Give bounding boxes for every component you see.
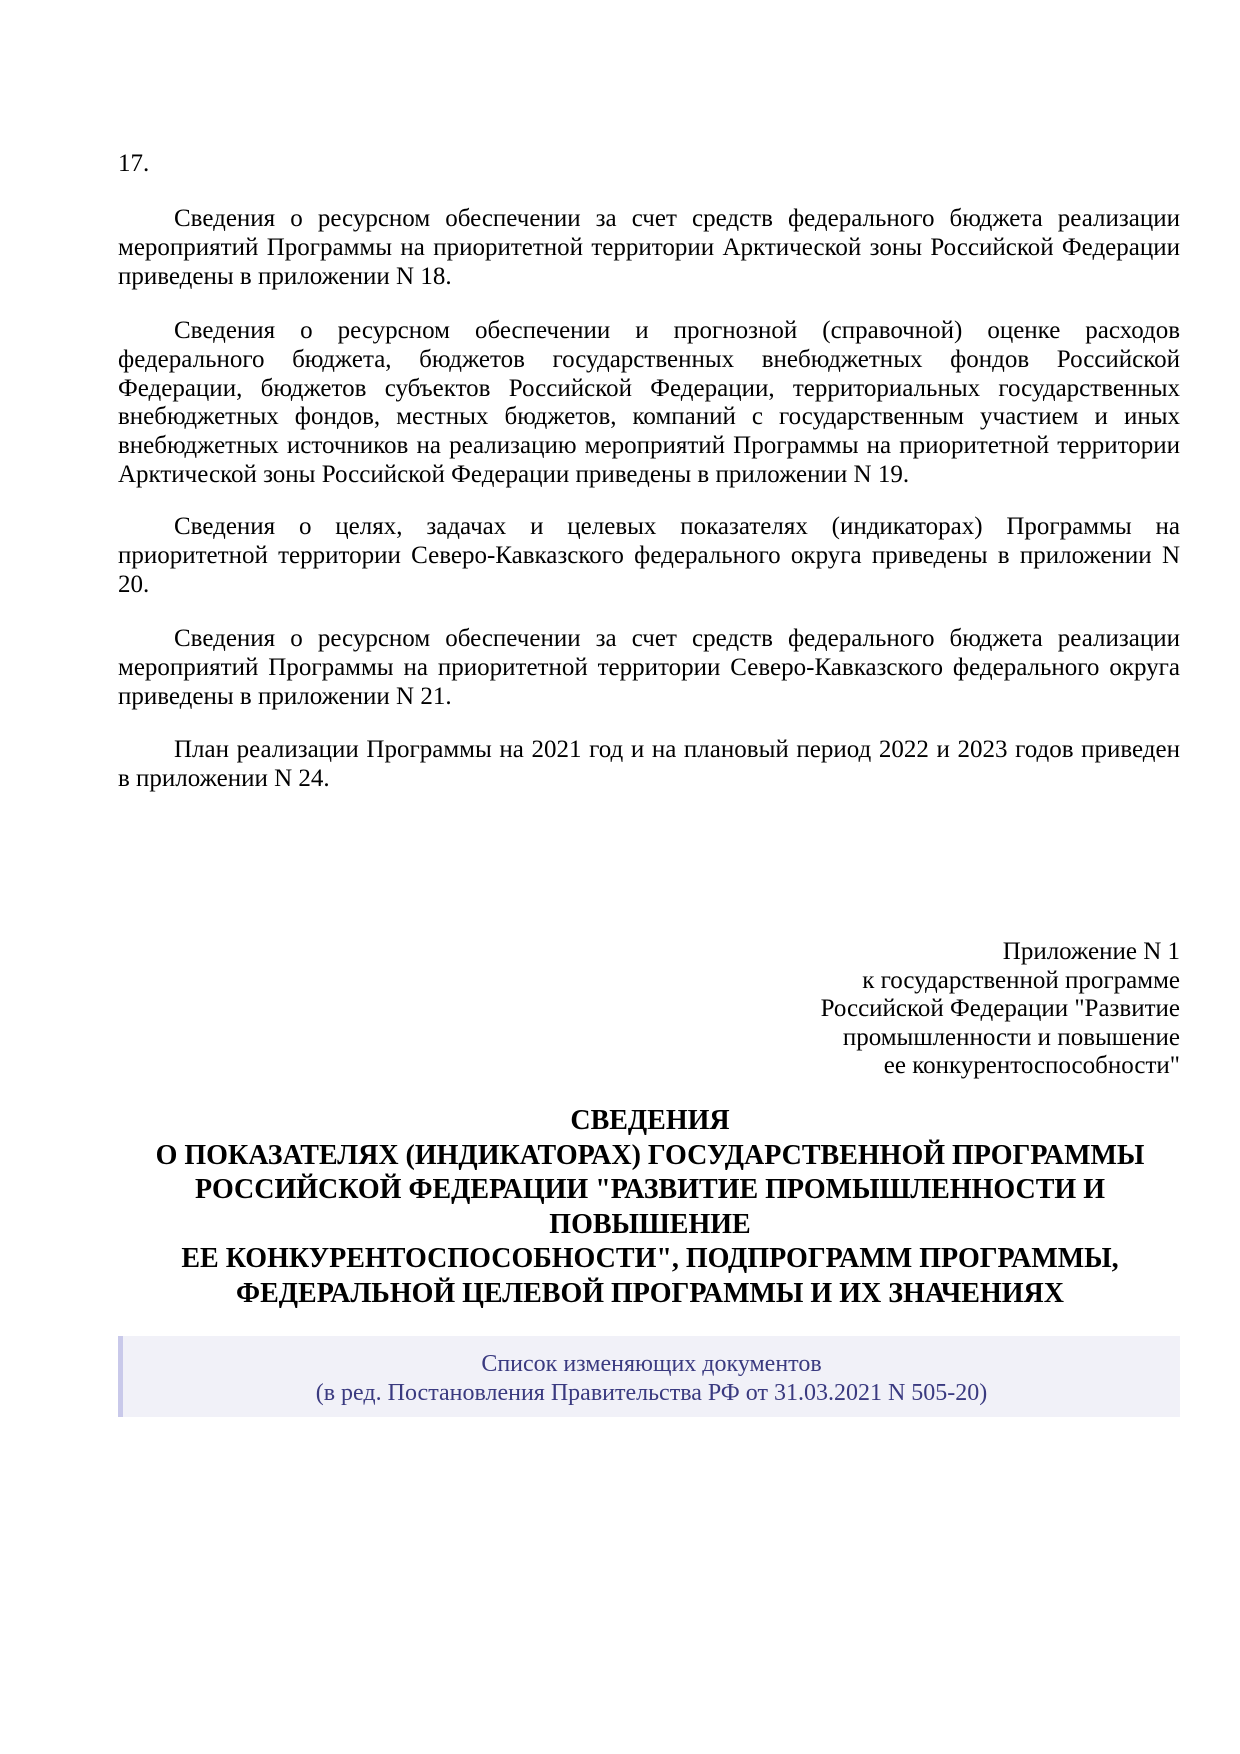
- appendix-line: промышленности и повышение: [842, 1023, 1180, 1051]
- paragraph-line: внебюджетных источников на реализацию мероприятий Программы на приоритетной территории: [118, 432, 1180, 460]
- appendix-line: к государственной программе: [862, 966, 1180, 994]
- paragraph-line: приведены в приложении N 21.: [118, 682, 452, 710]
- paragraph-line: мероприятий Программы на приоритетной территории Арктической зоны Российской Федерации: [118, 233, 1180, 261]
- document-title: [100, 1104, 1200, 1312]
- paragraph-line: Сведения о ресурсном обеспечении и прогнозной (справочной) оценке расходов: [174, 317, 1180, 344]
- paragraph-line: приведены в приложении N 18.: [118, 262, 452, 290]
- body-paragraph: [118, 736, 1180, 794]
- body-paragraph: [118, 205, 1180, 291]
- amendments-heading: Список изменяющих документов: [481, 1351, 822, 1377]
- paragraph-line: федерального бюджета, бюджетов государственных внебюджетных фондов Российской: [118, 345, 1180, 373]
- amendments-detail: (в ред. Постановления Правительства РФ от 31.03.2021 N 505-20): [315, 1380, 988, 1406]
- continuation-text: 17.: [118, 150, 150, 177]
- paragraph-line: План реализации Программы на 2021 год и на плановый период 2022 и 2023 годов приведен: [174, 736, 1180, 763]
- title-line: РОССИЙСКОЙ ФЕДЕРАЦИИ "РАЗВИТИЕ ПРОМЫШЛЕННОСТИ И: [195, 1174, 1105, 1206]
- title-line: ЕЕ КОНКУРЕНТОСПОСОБНОСТИ", ПОДПРОГРАММ ПРОГРАММЫ,: [181, 1243, 1119, 1275]
- body-paragraph: [118, 513, 1180, 599]
- paragraph-line: Федерации, бюджетов субъектов Российской Федерации, территориальных государственных: [118, 374, 1180, 402]
- appendix-line: Российской Федерации "Развитие: [820, 995, 1180, 1023]
- title-line: О ПОКАЗАТЕЛЯХ (ИНДИКАТОРАХ) ГОСУДАРСТВЕННОЙ ПРОГРАММЫ: [155, 1139, 1145, 1171]
- paragraph-line: Арктической зоны Российской Федерации приведены в приложении N 19.: [118, 460, 910, 488]
- appendix-line: ее конкурентоспособности": [883, 1052, 1180, 1080]
- title-line: СВЕДЕНИЯ: [570, 1105, 730, 1136]
- paragraph-line: внебюджетных фондов, местных бюджетов, компаний с государственным участием и иных: [118, 403, 1180, 431]
- paragraph-line: Сведения о ресурсном обеспечении за счет средств федерального бюджета реализации: [174, 205, 1180, 232]
- body-paragraph: [118, 625, 1180, 711]
- paragraph-line: в приложении N 24.: [118, 764, 330, 792]
- body-paragraph: [118, 317, 1180, 490]
- paragraph-line: приоритетной территории Северо-Кавказского федерального округа приведены в приложении N: [118, 541, 1180, 569]
- appendix-line: Приложение N 1: [1002, 938, 1180, 965]
- paragraph-line: Сведения о ресурсном обеспечении за счет средств федерального бюджета реализации: [174, 625, 1180, 652]
- paragraph-line: Сведения о целях, задачах и целевых показателях (индикаторах) Программы на: [174, 513, 1180, 540]
- paragraph-line: мероприятий Программы на приоритетной территории Северо-Кавказского федерального округа: [118, 653, 1180, 681]
- paragraph-line: 20.: [118, 570, 150, 598]
- amendments-box: [118, 1336, 1180, 1417]
- title-line: ПОВЫШЕНИЕ: [549, 1208, 751, 1240]
- title-line: ФЕДЕРАЛЬНОЙ ЦЕЛЕВОЙ ПРОГРАММЫ И ИХ ЗНАЧЕНИЯХ: [236, 1277, 1064, 1309]
- appendix-reference: [821, 938, 1180, 1081]
